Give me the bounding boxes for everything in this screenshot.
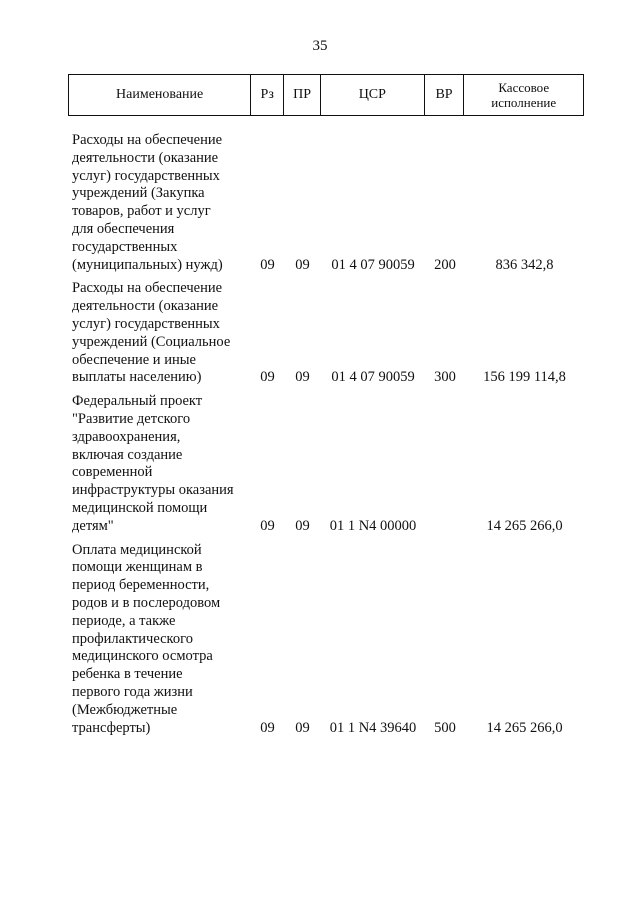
- row-name-line: профилактического: [72, 630, 193, 647]
- row-name: [68, 393, 251, 535]
- header-amount-line: исполнение: [491, 95, 557, 110]
- row-name-line: (муниципальных) нужд): [72, 256, 223, 273]
- row-name-line: товаров, работ и услуг: [72, 203, 211, 220]
- header-amount-line: Кассовое: [498, 80, 550, 95]
- row-name-line: услуг) государственных: [72, 167, 220, 184]
- row-name-line: первого года жизни: [72, 683, 193, 700]
- table-row: [68, 280, 584, 387]
- row-name-line: учреждений (Социальное: [72, 333, 231, 350]
- row-name-line: услуг) государственных: [72, 315, 220, 332]
- row-pr: 09: [295, 369, 310, 386]
- row-rz: 09: [260, 517, 275, 534]
- row-name-line: деятельности (оказание: [72, 149, 219, 166]
- row-name-line: здравоохранения,: [72, 428, 181, 445]
- row-name-line: Расходы на обеспечение: [72, 132, 223, 148]
- row-name-line: выплаты населению): [72, 369, 202, 386]
- row-name-line: Расходы на обеспечение: [72, 280, 223, 297]
- row-vr: 200: [434, 256, 456, 273]
- header-rz: Рз: [251, 75, 284, 115]
- row-name-line: учреждений (Закупка: [72, 185, 205, 202]
- header-csr: ЦСР: [321, 75, 425, 115]
- row-amount: 156 199 114,8: [483, 369, 566, 386]
- row-csr: 01 1 N4 00000: [329, 517, 417, 534]
- row-name-line: современной: [72, 464, 153, 481]
- header-name: Наименование: [69, 75, 251, 115]
- table-row: [68, 542, 584, 738]
- row-name-line: родов и в послеродовом: [72, 594, 221, 611]
- row-amount: 14 265 266,0: [486, 719, 563, 736]
- row-name-line: включая создание: [72, 446, 183, 463]
- table-row: [68, 132, 584, 274]
- row-name: [68, 542, 251, 738]
- table-body: [68, 132, 584, 743]
- row-csr: 01 4 07 90059: [331, 369, 415, 386]
- table-row: [68, 393, 584, 535]
- row-name: [68, 280, 251, 387]
- row-name-line: (Межбюджетные: [72, 701, 178, 718]
- row-rz: 09: [260, 719, 275, 736]
- row-name-line: медицинской помощи: [72, 499, 208, 516]
- row-name-line: периоде, а также: [72, 612, 176, 629]
- row-name-line: детям": [72, 517, 114, 534]
- row-name-line: период беременности,: [72, 577, 210, 594]
- row-name-line: "Развитие детского: [72, 410, 191, 427]
- row-name-line: трансферты): [72, 719, 151, 736]
- row-name-line: медицинского осмотра: [72, 648, 213, 665]
- header-pr: ПР: [284, 75, 321, 115]
- row-name-line: инфраструктуры оказания: [72, 482, 234, 499]
- header-vr: ВР: [425, 75, 465, 115]
- row-name-line: для обеспечения: [72, 220, 175, 237]
- row-csr: 01 4 07 90059: [331, 256, 415, 273]
- row-name-line: Федеральный проект: [72, 393, 203, 410]
- row-pr: 09: [295, 517, 310, 534]
- row-name-line: ребенка в течение: [72, 666, 183, 683]
- page-number: 35: [312, 38, 328, 54]
- row-csr: 01 1 N4 39640: [329, 719, 417, 736]
- row-amount: 14 265 266,0: [486, 517, 563, 534]
- row-rz: 09: [260, 256, 275, 273]
- row-name-line: государственных: [72, 238, 178, 255]
- row-name-line: деятельности (оказание: [72, 298, 219, 315]
- row-vr: 500: [434, 719, 456, 736]
- row-pr: 09: [295, 719, 310, 736]
- table-header: [68, 74, 584, 116]
- row-vr: 300: [434, 369, 456, 386]
- row-amount: 836 342,8: [495, 256, 554, 273]
- row-pr: 09: [295, 256, 310, 273]
- row-name-line: помощи женщинам в: [72, 559, 203, 576]
- row-rz: 09: [260, 369, 275, 386]
- header-amount: [464, 75, 583, 115]
- row-name-line: Оплата медицинской: [72, 541, 202, 558]
- row-name: [68, 132, 251, 274]
- row-name-line: обеспечение и иные: [72, 351, 196, 368]
